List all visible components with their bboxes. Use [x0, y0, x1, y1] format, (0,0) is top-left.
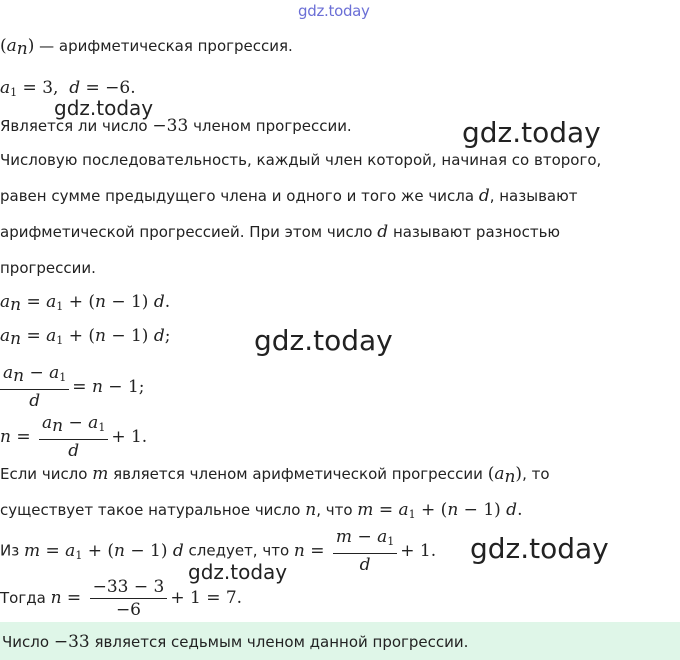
line-formula-1	[0, 292, 170, 317]
line-if-2	[0, 500, 522, 525]
text: , то	[522, 465, 550, 483]
text: Тогда	[0, 589, 46, 607]
math-nth-term: $a_n = a_1 + (n - 1)$ d;	[0, 326, 171, 349]
text: , что	[316, 501, 353, 519]
line-progression-def	[0, 36, 293, 59]
math-d: d	[377, 222, 389, 242]
math-minus33: −33	[53, 632, 90, 652]
watermark: gdz.today	[188, 560, 288, 584]
text: следует, что	[188, 541, 290, 560]
math-an: $(a_n)$	[487, 464, 523, 487]
text: Из	[0, 541, 20, 560]
line-formula-4	[0, 412, 147, 462]
math-nth-term: $a_n = a_1 + (n - 1)$ d.	[0, 292, 171, 315]
math-calculation: n = $\frac{-33 - 3}{-6}$ + 1 = 7.	[50, 577, 243, 620]
math-an: $(a_n)$	[0, 36, 35, 59]
math-n-expression: n = $\frac{a_n - a_1}{d}$ + 1.	[0, 413, 148, 461]
line-definition-3	[0, 222, 560, 242]
watermark: gdz.today	[54, 96, 154, 120]
text: Числовую последовательность, каждый член которой, начиная со второго,	[0, 151, 602, 169]
math-d: d	[478, 186, 490, 206]
text: является седьмым членом данной прогрессии.	[94, 633, 469, 651]
math-m: m	[92, 464, 109, 484]
text: — арифметическая прогрессия.	[39, 37, 293, 55]
math-given: $a_1 = 3$, d = −6.	[0, 78, 136, 99]
text: является членом арифметической прогрессии	[113, 465, 483, 483]
line-then	[0, 576, 242, 621]
math-minus33: −33	[152, 116, 189, 136]
text: Число	[2, 633, 50, 651]
watermark: gdz.today	[462, 116, 601, 149]
math-n: n	[305, 500, 317, 520]
line-formula-2	[0, 326, 170, 351]
math-m-eq: $m = a_1 + (n - 1)$ d.	[357, 500, 523, 521]
math-n-fraction: n = $\frac{m - a_1}{d}$ + 1.	[293, 527, 437, 575]
text: арифметической прогрессией. При этом число	[0, 223, 373, 241]
line-formula-3	[0, 362, 145, 412]
text: существует такое натуральное число	[0, 501, 301, 519]
text: прогрессии.	[0, 259, 96, 277]
line-answer	[2, 632, 468, 652]
line-question	[0, 116, 352, 136]
line-if-1	[0, 464, 550, 487]
line-definition-4	[0, 258, 96, 278]
watermark: gdz.today	[254, 324, 393, 357]
math-m-eq: $m = a_1 + (n - 1)$ d	[23, 540, 184, 562]
text: называют разностью	[392, 223, 561, 241]
line-definition-1	[0, 150, 601, 170]
text: равен сумме предыдущего члена и одного и того же числа	[0, 187, 475, 205]
watermark-top: gdz.today	[298, 2, 370, 20]
text: Является ли число	[0, 117, 148, 135]
line-definition-2	[0, 186, 577, 206]
text: Если число	[0, 465, 88, 483]
text: членом прогрессии.	[193, 117, 352, 135]
math-fraction-eq: $\frac{a_n - a_1}{d}$ = n − 1;	[0, 377, 145, 397]
text: , называют	[489, 187, 578, 205]
watermark: gdz.today	[470, 532, 609, 565]
